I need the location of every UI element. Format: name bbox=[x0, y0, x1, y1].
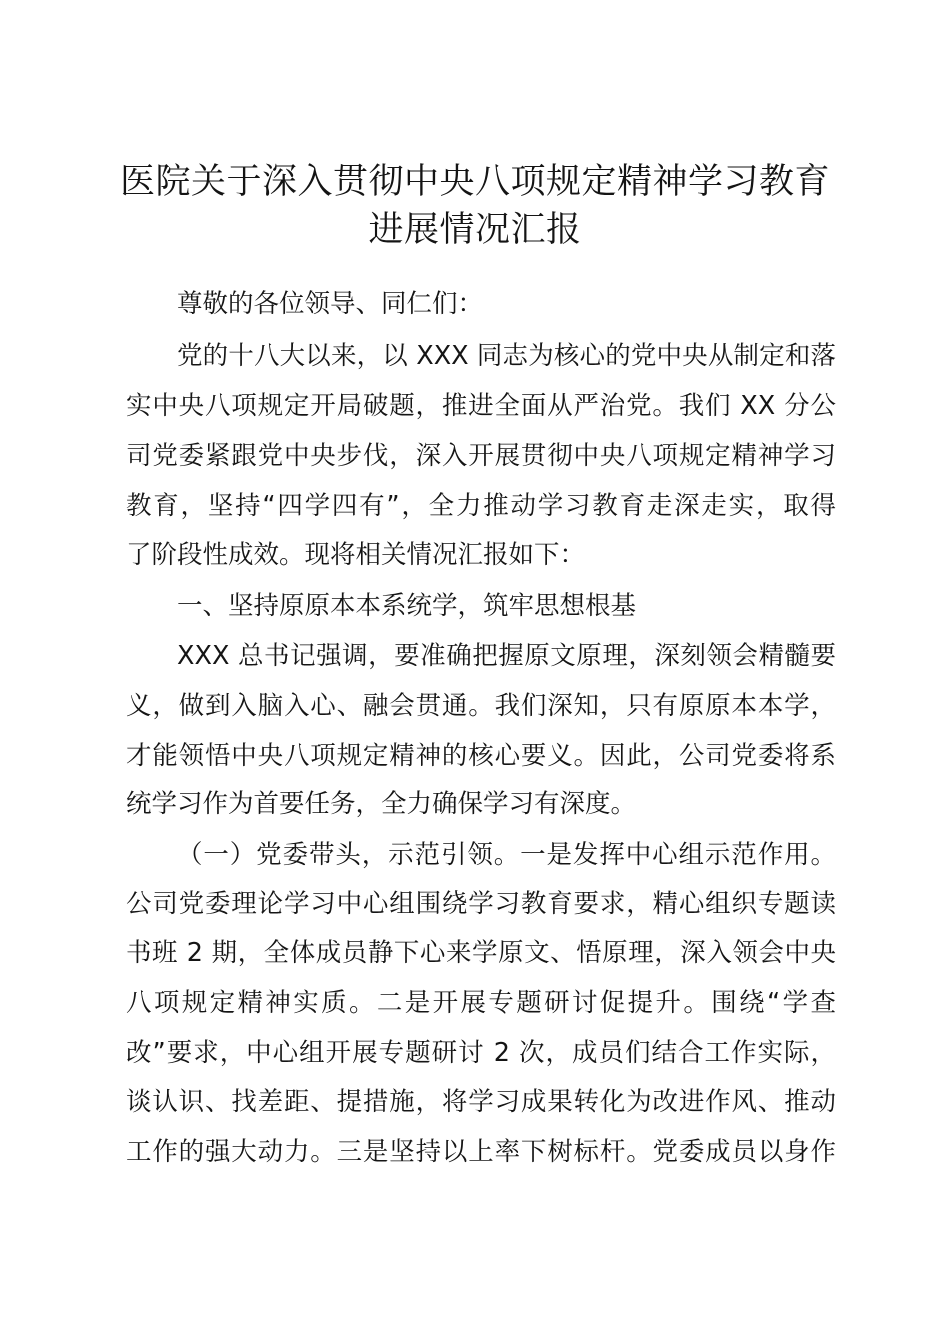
paragraph-line: 改”要求，中心组开展专题研讨 2 次，成员们结合工作实际， bbox=[126, 1038, 836, 1068]
paragraph-line: 工作的强大动力。三是坚持以上率下树标杆。党委成员以身作 bbox=[126, 1137, 836, 1167]
paragraph-line: 司党委紧跟党中央步伐，深入开展贯彻中央八项规定精神学习 bbox=[126, 441, 836, 471]
paragraph-line: 了阶段性成效。现将相关情况汇报如下： bbox=[126, 540, 586, 570]
paragraph-line: 党的十八大以来，以 XXX 同志为核心的党中央从制定和落 bbox=[177, 341, 836, 371]
paragraph-line: 公司党委理论学习中心组围绕学习教育要求，精心组织专题读 bbox=[126, 889, 836, 919]
paragraph-line: XXX 总书记强调，要准确把握原文原理，深刻领会精髓要 bbox=[177, 641, 836, 671]
salutation: 尊敬的各位领导、同仁们： bbox=[177, 289, 484, 319]
paragraph-line: 谈认识、找差距、提措施，将学习成果转化为改进作风、推动 bbox=[126, 1087, 836, 1117]
paragraph-line: 统学习作为首要任务，全力确保学习有深度。 bbox=[126, 789, 637, 819]
paragraph-line: （一）党委带头，示范引领。一是发挥中心组示范作用。 bbox=[177, 840, 836, 870]
paragraph-line: 书班 2 期，全体成员静下心来学原文、悟原理，深入领会中央 bbox=[126, 938, 836, 968]
document-title-line-2: 进展情况汇报 bbox=[368, 210, 582, 250]
paragraph-line: 义，做到入脑入心、融会贯通。我们深知，只有原原本本学， bbox=[126, 691, 836, 721]
paragraph-line: 教育，坚持“四学四有”，全力推动学习教育走深走实，取得 bbox=[126, 491, 836, 521]
paragraph-line: 实中央八项规定开局破题，推进全面从严治党。我们 XX 分公 bbox=[126, 391, 836, 421]
section-heading: 一、坚持原原本本系统学，筑牢思想根基 bbox=[177, 591, 637, 621]
paragraph-line: 才能领悟中央八项规定精神的核心要义。因此，公司党委将系 bbox=[126, 741, 836, 771]
document-title-line-1: 医院关于深入贯彻中央八项规定精神学习教育 bbox=[119, 162, 830, 202]
paragraph-line: 八项规定精神实质。二是开展专题研讨促提升。围绕“学查 bbox=[126, 988, 836, 1018]
